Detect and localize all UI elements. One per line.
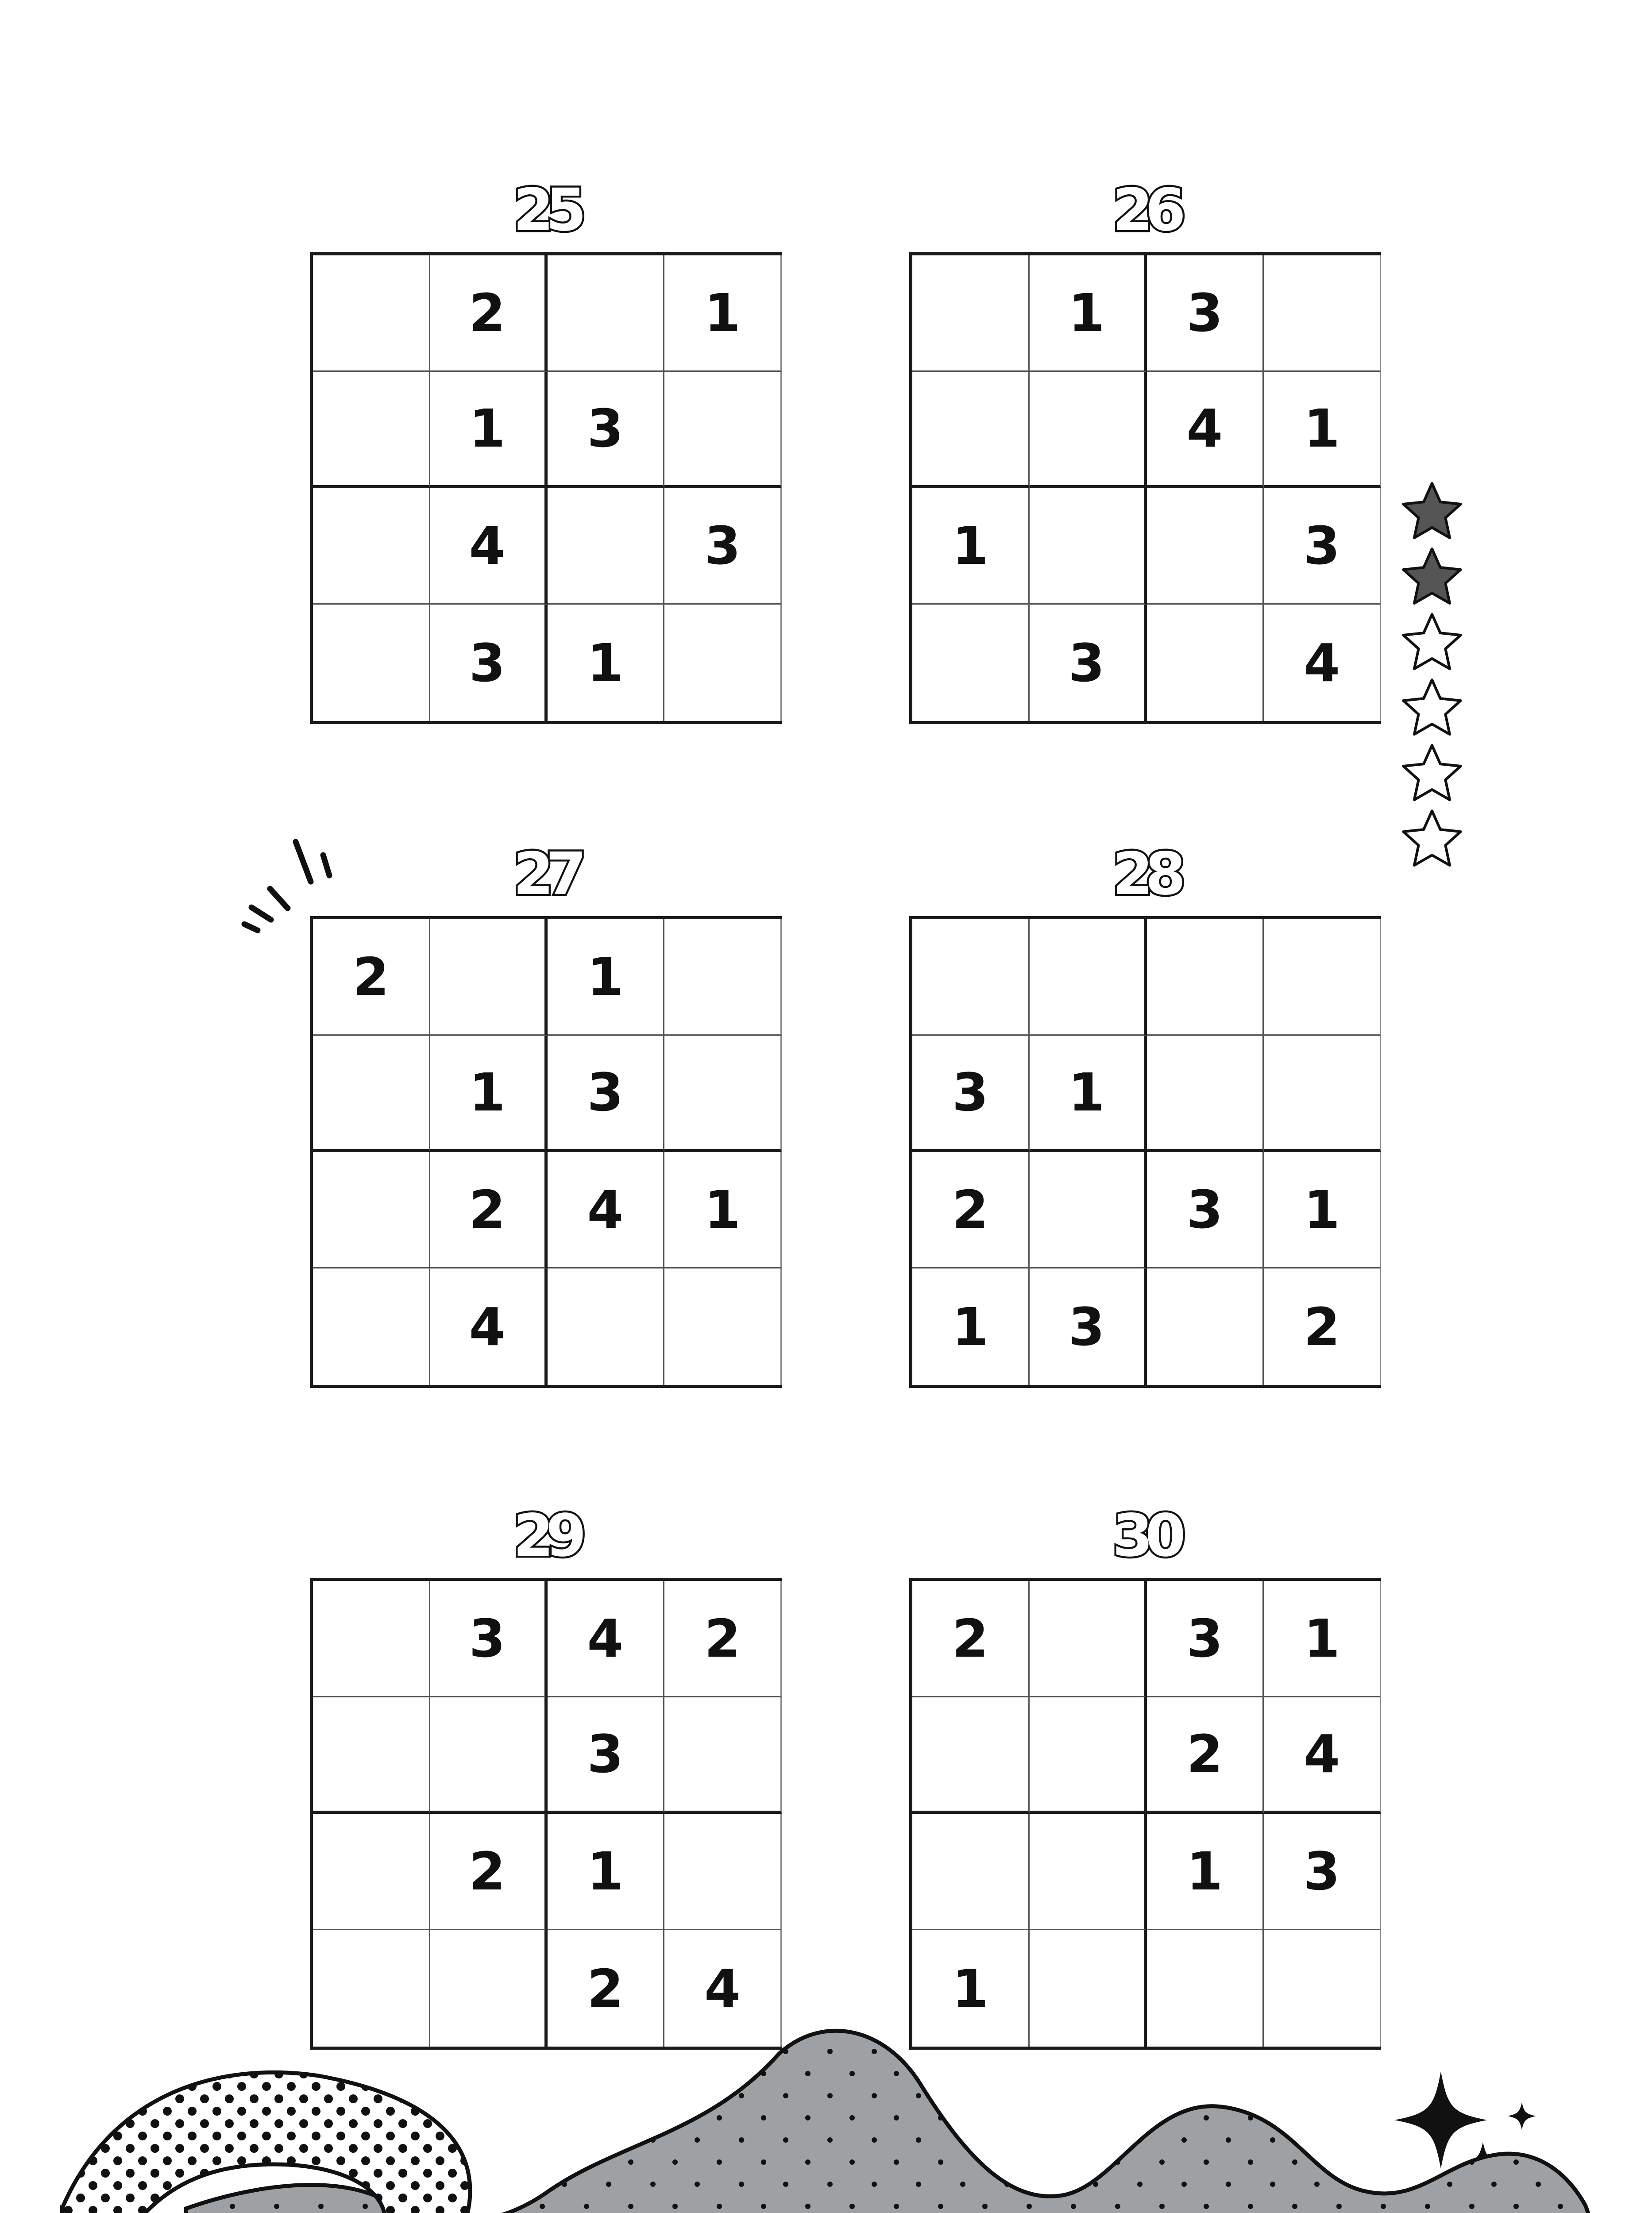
- grid-cell[interactable]: [664, 1814, 782, 1930]
- grid-cell[interactable]: [430, 1697, 548, 1814]
- grid-cell[interactable]: [313, 1152, 430, 1268]
- sudoku-grid: [310, 916, 782, 1388]
- grid-cell[interactable]: [1147, 919, 1264, 1036]
- grid-cell[interactable]: [1264, 255, 1381, 372]
- grid-cell: 2: [548, 1930, 665, 2047]
- grid-cell: 1: [1264, 1581, 1381, 1697]
- grid-cell[interactable]: [912, 605, 1030, 721]
- star-empty-icon: [1403, 745, 1460, 800]
- grid-cell[interactable]: [1030, 1697, 1147, 1814]
- grid-cell: 3: [1147, 1581, 1264, 1697]
- grid-cell: 2: [313, 919, 430, 1036]
- grid-cell: 3: [1147, 1152, 1264, 1268]
- star-empty-icon: [1403, 811, 1460, 865]
- grid-cell: 2: [1147, 1697, 1264, 1814]
- grid-cell[interactable]: [313, 372, 430, 488]
- grid-cell: 3: [430, 1581, 548, 1697]
- sudoku-grid: [909, 916, 1381, 1388]
- grid-cell: 3: [1030, 1268, 1147, 1385]
- grid-cell: 1: [664, 1152, 782, 1268]
- sudoku-grid: [909, 252, 1381, 724]
- grid-cell: 2: [430, 1152, 548, 1268]
- difficulty-stars: [1399, 480, 1465, 879]
- grid-cell[interactable]: [1030, 1581, 1147, 1697]
- grid-cell[interactable]: [313, 1581, 430, 1697]
- grid-cell: 2: [664, 1581, 782, 1697]
- star-empty-icon: [1403, 680, 1460, 734]
- grid-cell[interactable]: [912, 255, 1030, 372]
- grid-cell[interactable]: [1147, 605, 1264, 721]
- grid-cell: 4: [1147, 372, 1264, 488]
- puzzle-number: 27: [513, 840, 579, 908]
- grid-cell[interactable]: [1264, 919, 1381, 1036]
- grid-cell: 1: [548, 1814, 665, 1930]
- grid-cell[interactable]: [1147, 1036, 1264, 1152]
- grid-cell: 3: [548, 1036, 665, 1152]
- grid-cell: 4: [664, 1930, 782, 2047]
- grid-cell: 3: [1264, 1814, 1381, 1930]
- puzzle-number: 25: [513, 176, 579, 244]
- grid-cell: 1: [1264, 372, 1381, 488]
- grid-cell: 1: [548, 919, 665, 1036]
- grid-cell[interactable]: [664, 919, 782, 1036]
- grid-cell[interactable]: [664, 605, 782, 721]
- grid-cell: 1: [430, 372, 548, 488]
- grid-cell[interactable]: [313, 255, 430, 372]
- grid-cell: 3: [912, 1036, 1030, 1152]
- grid-cell: 3: [430, 605, 548, 721]
- grid-cell: 4: [1264, 1697, 1381, 1814]
- grid-cell[interactable]: [1030, 919, 1147, 1036]
- grid-cell[interactable]: [1030, 372, 1147, 488]
- grid-cell: 4: [430, 488, 548, 605]
- grid-cell: 3: [1147, 255, 1264, 372]
- grid-cell: 4: [430, 1268, 548, 1385]
- grid-cell: 3: [548, 372, 665, 488]
- star-empty-icon: [1403, 614, 1460, 669]
- grid-cell[interactable]: [313, 605, 430, 721]
- grid-cell[interactable]: [1147, 488, 1264, 605]
- grid-cell[interactable]: [313, 1814, 430, 1930]
- grid-cell: 4: [548, 1581, 665, 1697]
- grid-cell[interactable]: [1030, 1152, 1147, 1268]
- grid-cell: 2: [912, 1152, 1030, 1268]
- puzzle-number: 30: [1112, 1502, 1178, 1570]
- grid-cell: 3: [1264, 488, 1381, 605]
- grid-cell: 4: [1264, 605, 1381, 721]
- grid-cell: 1: [912, 1268, 1030, 1385]
- grid-cell[interactable]: [548, 1268, 665, 1385]
- grid-cell: 1: [1030, 255, 1147, 372]
- grid-cell[interactable]: [912, 1697, 1030, 1814]
- grid-cell[interactable]: [664, 1697, 782, 1814]
- grid-cell: 1: [912, 488, 1030, 605]
- grid-cell[interactable]: [313, 488, 430, 605]
- hills-decoration: [0, 2018, 1652, 2213]
- sudoku-grid: [310, 1578, 782, 2050]
- star-filled-icon: [1403, 549, 1460, 603]
- grid-cell: 4: [548, 1152, 665, 1268]
- sudoku-grid: [909, 1578, 1381, 2050]
- star-filled-icon: [1403, 483, 1460, 538]
- grid-cell[interactable]: [1264, 1036, 1381, 1152]
- grid-cell: 1: [912, 1930, 1030, 2047]
- puzzle-number: 28: [1112, 840, 1178, 908]
- grid-cell[interactable]: [664, 1036, 782, 1152]
- grid-cell: 3: [548, 1697, 665, 1814]
- puzzle-number: 29: [513, 1502, 579, 1570]
- grid-cell: 1: [430, 1036, 548, 1152]
- grid-cell[interactable]: [664, 1268, 782, 1385]
- grid-cell: 3: [664, 488, 782, 605]
- grid-cell: 2: [1264, 1268, 1381, 1385]
- grid-cell[interactable]: [313, 1697, 430, 1814]
- grid-cell: 2: [430, 1814, 548, 1930]
- grid-cell[interactable]: [912, 1814, 1030, 1930]
- grid-cell: 1: [1030, 1036, 1147, 1152]
- grid-cell[interactable]: [548, 255, 665, 372]
- burst-lines-icon: [235, 832, 345, 943]
- grid-cell: 1: [548, 605, 665, 721]
- grid-cell[interactable]: [664, 372, 782, 488]
- grid-cell[interactable]: [912, 919, 1030, 1036]
- grid-cell[interactable]: [430, 919, 548, 1036]
- grid-cell: 2: [912, 1581, 1030, 1697]
- grid-cell: 1: [664, 255, 782, 372]
- grid-cell: 3: [1030, 605, 1147, 721]
- grid-cell[interactable]: [548, 488, 665, 605]
- sudoku-grid: [310, 252, 782, 724]
- grid-cell[interactable]: [313, 1268, 430, 1385]
- grid-cell: 1: [1147, 1814, 1264, 1930]
- grid-cell: 2: [430, 255, 548, 372]
- grid-cell: 1: [1264, 1152, 1381, 1268]
- grid-cell[interactable]: [313, 1036, 430, 1152]
- grid-cell[interactable]: [1030, 488, 1147, 605]
- grid-cell[interactable]: [1030, 1814, 1147, 1930]
- puzzle-number: 26: [1112, 176, 1178, 244]
- grid-cell[interactable]: [912, 372, 1030, 488]
- grid-cell[interactable]: [1147, 1268, 1264, 1385]
